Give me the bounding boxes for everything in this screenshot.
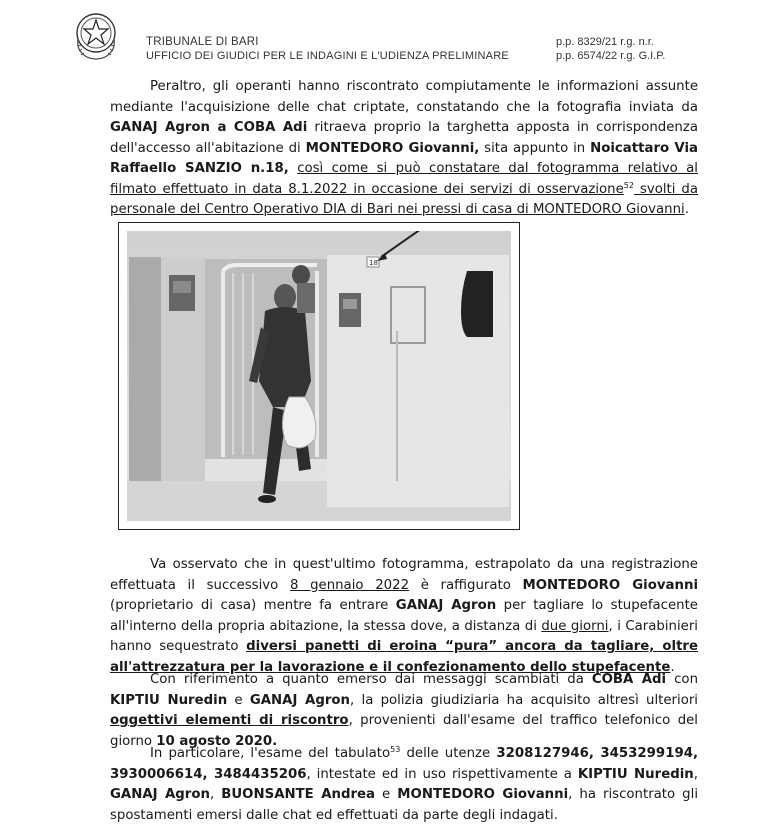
bold-span: Noicattaro Via Raffaello SANZIO n.18,: [110, 140, 698, 176]
court-title: TRIBUNALE DI BARI: [146, 36, 259, 48]
footnote-ref: 52: [623, 180, 634, 190]
text-span: , intestate ed in uso rispettivamente a: [306, 766, 578, 782]
bold-span: BUONSANTE Andrea: [221, 787, 376, 802]
paragraph-3: [110, 670, 698, 752]
case-ref-gip: p.p. 6574/22 r.g. G.I.P.: [556, 50, 666, 62]
bold-span: COBA Adi: [591, 672, 667, 687]
text-span: , i Carabinieri hanno sequestrato: [110, 618, 698, 654]
underlined-span: 8 gennaio 2022: [289, 577, 410, 593]
text-span: In particolare, l'esame del tabulato: [150, 746, 391, 761]
text-span: , provenienti dall'esame del traffico telefonico del giorno: [110, 713, 699, 749]
republic-emblem-icon: [73, 9, 119, 63]
text-span: con: [666, 672, 698, 687]
text-span: .: [684, 202, 689, 217]
surveillance-photo-frame: [118, 222, 520, 530]
text-span: delle utenze: [400, 746, 497, 761]
bold-span: MONTEDORO Giovanni: [522, 577, 698, 593]
case-references: [556, 35, 665, 63]
case-ref-rgnr: p.p. 8329/21 r.g. n.r.: [556, 36, 654, 48]
underlined-span: così come si può constatare dal fotogramma relativo al filmato effettuato in data 8.1.2022 in occasione dei servizi di osservazione: [110, 161, 698, 197]
text-span: sita appunto in: [479, 140, 591, 156]
page-header: [0, 0, 763, 72]
text-span: , ha riscontrato gli spostamenti emersi dalle chat ed effettuati da parte degli indagati.: [110, 787, 699, 823]
paragraph-4: [110, 744, 698, 826]
bold-span: GANAJ Agron: [110, 787, 210, 802]
bold-span: GANAJ Agron: [249, 692, 351, 708]
underlined-span: due giorni: [541, 618, 609, 634]
bold-span: 3208127946, 3453299194, 3930006614, 3484435206: [110, 746, 698, 782]
text-span: e: [227, 692, 250, 708]
bold-span: GANAJ Agron a COBA Adi: [110, 120, 308, 135]
text-span: è raffigurato: [409, 577, 523, 593]
text-span: Va osservato che in quest'ultimo fotogramma, estrapolato da una registrazione effettuata il successivo: [110, 557, 698, 593]
text-span: Con riferimento a quanto emerso dai messaggi scambiati da: [150, 672, 592, 687]
underlined-span: svolti da personale del Centro Operativo DIA di Bari nei pressi di casa di MONTEDORO Giovanni: [110, 181, 698, 217]
house-number-tag: 18: [369, 259, 378, 267]
bold-span: 10 agosto 2020.: [156, 733, 278, 749]
text-span: e: [375, 787, 398, 802]
bold-span: MONTEDORO Giovanni,: [305, 140, 480, 156]
text-span: [289, 161, 297, 176]
text-span: .: [670, 659, 675, 675]
surveillance-photo: [127, 231, 511, 521]
bold-span: KIPTIU Nuredin: [577, 766, 694, 782]
bold-span: MONTEDORO Giovanni: [397, 787, 569, 802]
bold-underlined-span: oggettivi elementi di riscontro: [110, 713, 349, 728]
court-name: [146, 35, 509, 63]
paragraph-2: [110, 555, 698, 678]
text-span: ,: [693, 766, 698, 782]
footnote-ref: 53: [390, 745, 401, 754]
text-span: per tagliare lo stupefacente all'interno della propria abitazione, la stessa dove, a distanza di: [110, 598, 698, 634]
text-span: , la polizia giudiziaria ha acquisito altresì ulteriori: [350, 692, 698, 708]
court-office: UFFICIO DEI GIUDICI PER LE INDAGINI E L'UDIENZA PRELIMINARE: [146, 50, 509, 62]
text-span: Peraltro, gli operanti hanno riscontrato compiutamente le informazioni assunte mediante l'acquisizione delle chat criptate, constatando che la fotografia inviata da: [110, 79, 698, 115]
text-span: ritraeva proprio la targhetta apposta in corrispondenza dell'accesso all'abitazione di: [110, 120, 698, 156]
text-span: (proprietario di casa) mentre fa entrare: [110, 598, 396, 613]
bold-span: GANAJ Agron: [395, 598, 497, 613]
paragraph-1: [110, 77, 698, 221]
text-span: ,: [209, 787, 222, 802]
bold-underlined-span: diversi panetti di eroina “pura” ancora da tagliare, oltre all'attrezzatura per la lavorazione e il confezionamento dello stupefacente: [110, 639, 699, 675]
bold-span: KIPTIU Nuredin: [110, 692, 228, 708]
